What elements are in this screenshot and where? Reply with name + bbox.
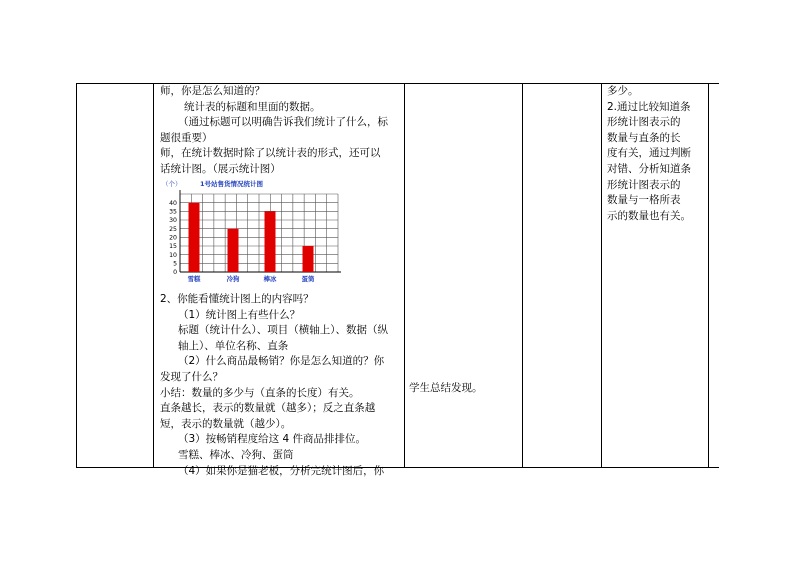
table-col-line xyxy=(522,83,523,468)
y-tick-label: 35 xyxy=(169,208,177,216)
teacher-activity-top xyxy=(160,84,404,178)
y-tick-label: 10 xyxy=(169,251,177,259)
teacher-text-line: （1）统计图上有些什么？ xyxy=(178,308,301,321)
x-category-label: 冷狗 xyxy=(226,275,240,283)
teacher-text-line: 师，在统计数据时除了以统计表的形式，还可以 xyxy=(160,147,381,160)
teacher-text-line: 短，表示的数量就（越少）。 xyxy=(160,417,292,430)
x-category-label: 棒冰 xyxy=(263,275,277,283)
intent-text-line: 多少。 xyxy=(607,85,639,97)
teacher-text-line: 小结：数量的多少与（直条的长度）有关。 xyxy=(160,386,360,399)
teacher-text-line: 标题（统计什么）、项目（横轴上）、数据（纵 xyxy=(178,324,388,337)
teacher-text-line: 2、你能看懂统计图上的内容吗？ xyxy=(160,293,314,305)
bar-3 xyxy=(265,211,276,272)
intent-text-line: 数量与一格所表 xyxy=(607,194,681,207)
y-tick-label: 25 xyxy=(169,225,177,233)
y-tick-label: 5 xyxy=(173,260,177,268)
x-category-label: 雪糕 xyxy=(187,275,201,283)
y-tick-label: 30 xyxy=(169,217,177,225)
teacher-text-line: 直条越长，表示的数量就（越多）；反之直条越 xyxy=(160,402,376,415)
chart-svg xyxy=(160,176,342,288)
teacher-text-line: 轴上）、单位名称、直条 xyxy=(178,339,289,352)
bar-4 xyxy=(303,246,314,272)
teacher-text-line: 话统计图。（展示统计图） xyxy=(160,162,281,175)
teacher-text-line: （2）什么商品最畅销？你是怎么知道的？你 xyxy=(178,355,385,368)
intent-text-line: 形统计图表示的 xyxy=(607,116,681,129)
intent-text-line: 2.通过比较知道条 xyxy=(607,100,691,113)
y-tick-label: 40 xyxy=(169,199,177,207)
teacher-text-line: 发现了什么？ xyxy=(160,370,223,383)
teacher-text-line: （3）按畅销程度给这 4 件商品排排位。 xyxy=(178,433,367,446)
table-col-line xyxy=(708,83,709,468)
intent-text-line: 示的数量也有关。 xyxy=(607,209,691,222)
teacher-text-line: 雪糕、棒冰、冷狗、蛋筒 xyxy=(178,448,294,461)
bar-2 xyxy=(228,229,239,272)
y-tick-label: 0 xyxy=(173,269,177,277)
table-col-line xyxy=(404,83,405,468)
student-activity: 学生总结发现。 xyxy=(409,382,483,394)
teacher-text-line: （4）如果你是猫老板，分析完统计图后，你 xyxy=(178,464,385,477)
intent-text-line: 对错、分析知道条 xyxy=(607,162,691,175)
x-category-label: 蛋筒 xyxy=(301,275,315,283)
design-intent xyxy=(607,84,707,224)
y-tick-label: 20 xyxy=(169,234,177,242)
intent-text-line: 数量与直条的长 xyxy=(607,131,681,144)
chart-background xyxy=(160,176,342,288)
table-col-line xyxy=(601,83,602,468)
teacher-text-line: 师，你是怎么知道的？ xyxy=(160,85,265,97)
teacher-text-line: 题很重要） xyxy=(160,131,213,144)
chart-title: 1号站售货情况统计图 xyxy=(200,180,264,188)
chart-unit-label: （个） xyxy=(162,180,182,188)
teacher-text-line: （通过标题可以明确告诉我们统计了什么，标 xyxy=(178,116,388,129)
teacher-activity-bottom xyxy=(160,292,404,479)
bar-1 xyxy=(189,203,200,272)
bar-chart xyxy=(160,176,342,288)
table-col-line xyxy=(153,83,154,468)
table-col-line xyxy=(76,83,77,468)
teacher-text-line: 统计表的标题和里面的数据。 xyxy=(184,100,321,113)
intent-text-line: 形统计图表示的 xyxy=(607,178,681,191)
y-tick-label: 15 xyxy=(169,243,177,251)
intent-text-line: 度有关，通过判断 xyxy=(607,147,691,160)
